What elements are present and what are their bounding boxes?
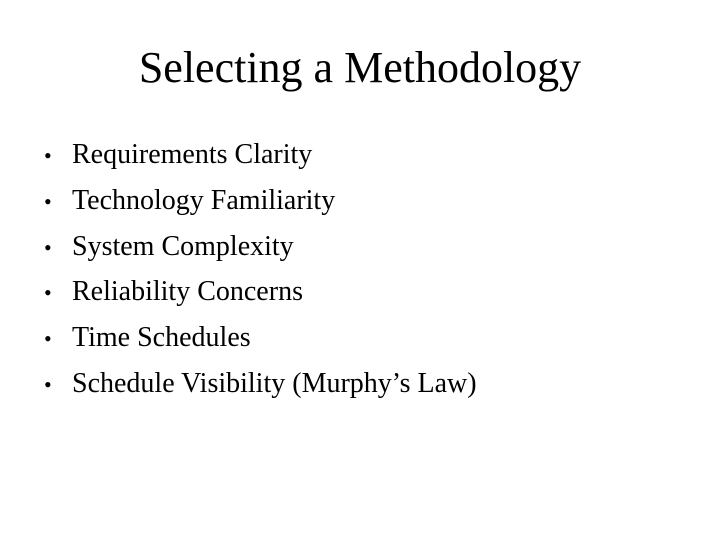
bullet-dot-icon: • bbox=[44, 234, 52, 260]
bullet-item bbox=[44, 361, 477, 407]
bullet-text: Time Schedules bbox=[72, 322, 251, 354]
bullet-text: System Complexity bbox=[72, 230, 294, 262]
bullet-dot-icon: • bbox=[44, 326, 52, 352]
slide-title: Selecting a Methodology bbox=[138, 43, 582, 92]
bullet-dot-icon: • bbox=[44, 143, 52, 168]
bullet-text: Technology Familiarity bbox=[72, 184, 336, 216]
bullet-dot-icon: • bbox=[44, 188, 52, 214]
bullet-text: Requirements Clarity bbox=[72, 139, 313, 170]
bullet-item bbox=[44, 132, 477, 178]
bullet-item bbox=[44, 315, 477, 361]
bullet-item bbox=[44, 178, 477, 224]
bullet-text: Schedule Visibility (Murphy’s Law) bbox=[72, 367, 477, 399]
bullet-list bbox=[44, 132, 477, 407]
bullet-dot-icon: • bbox=[44, 371, 52, 397]
bullet-item bbox=[44, 224, 477, 270]
bullet-dot-icon: • bbox=[44, 280, 52, 306]
bullet-text: Reliability Concerns bbox=[72, 276, 303, 308]
bullet-item bbox=[44, 269, 477, 315]
